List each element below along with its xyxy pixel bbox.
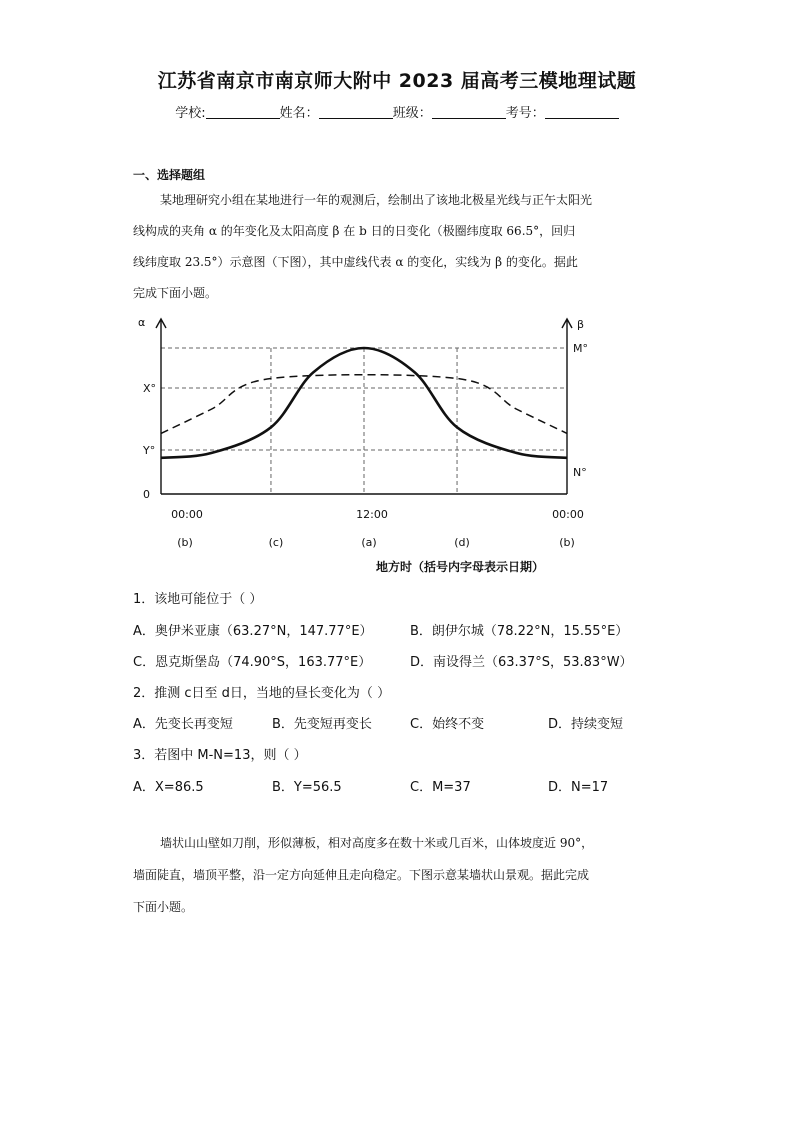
alpha-beta-chart: [130, 312, 600, 562]
q2-option-c[interactable]: C．始终不变: [410, 717, 485, 732]
name-blank: [319, 105, 393, 119]
chart-grid: [161, 348, 567, 494]
date-label-0: (b): [177, 536, 193, 549]
school-blank: [206, 105, 280, 119]
section-heading: 一、选择题组: [133, 168, 206, 182]
x-tick-label-0: 00:00: [171, 508, 203, 521]
passage2-line-2: 墙面陡直，墙顶平整，沿一定方向延伸且走向稳定。下图示意某墙状山景观。据此完成: [133, 868, 590, 882]
left-axis-label: α: [138, 316, 146, 329]
q1-option-c[interactable]: C．恩克斯堡岛（74.90°S，163.77°E）: [133, 655, 372, 670]
class-label: 班级：: [392, 106, 432, 121]
q3-option-d[interactable]: D．N=17: [548, 780, 609, 795]
school-label: 学校:: [175, 106, 206, 121]
tick-label-y: Y°: [143, 444, 156, 457]
q2-option-b[interactable]: B．先变短再变长: [272, 717, 372, 732]
passage1-line-1: 某地理研究小组在某地进行一年的观测后，绘制出了该地北极星光线与正午太阳光: [160, 193, 593, 207]
date-label-4: (b): [559, 536, 575, 549]
tick-label-zero: 0: [143, 488, 150, 501]
q1-option-a[interactable]: A．奥伊米亚康（63.27°N，147.77°E）: [133, 624, 373, 639]
tick-label-m: M°: [573, 342, 588, 355]
q2-option-a[interactable]: A．先变长再变短: [133, 717, 233, 732]
q2-option-d[interactable]: D．持续变短: [548, 717, 624, 732]
tick-label-x: X°: [143, 382, 157, 395]
right-axis-label: β: [577, 318, 585, 331]
q3-option-c[interactable]: C．M=37: [410, 780, 471, 795]
passage2-line-1: 墙状山山壁如刀削，形似薄板，相对高度多在数十米或几百米，山体坡度近 90°，: [160, 836, 594, 850]
q3-option-b[interactable]: B．Y=56.5: [272, 780, 342, 795]
passage1-line-3: 线纬度取 23.5°）示意图（下图），其中虚线代表 α 的变化，实线为 β 的变化。据此: [133, 255, 578, 269]
question-2: 2．推测 c日至 d日，当地的昼长变化为（ ）: [133, 686, 391, 701]
x-tick-label-1: 12:00: [356, 508, 388, 521]
passage1-line-4: 完成下面小题。: [133, 286, 218, 300]
question-1: 1．该地可能位于（ ）: [133, 592, 263, 607]
page-title: 江苏省南京市南京师大附中 2023 届高考三模地理试题: [157, 70, 637, 92]
q3-option-a[interactable]: A．X=86.5: [133, 780, 204, 795]
passage2-line-3: 下面小题。: [133, 900, 194, 914]
date-label-3: (d): [454, 536, 470, 549]
tick-label-n: N°: [573, 466, 587, 479]
q1-option-d[interactable]: D．南设得兰（63.37°S，53.83°W）: [410, 655, 633, 670]
x-tick-label-2: 00:00: [552, 508, 584, 521]
q1-option-b[interactable]: B．朗伊尔城（78.22°N，15.55°E）: [410, 624, 629, 639]
question-3: 3．若图中 M-N=13，则（ ）: [133, 748, 307, 763]
chart-caption: 地方时（括号内字母表示日期）: [375, 560, 544, 574]
name-label: 姓名：: [279, 106, 319, 121]
chart-labels: [138, 316, 588, 549]
exam-number-blank: [545, 105, 619, 119]
exam-number-label: 考号：: [505, 106, 545, 121]
date-label-2: (a): [361, 536, 377, 549]
student-info-line: [0, 102, 794, 121]
class-blank: [432, 105, 506, 119]
passage1-line-2: 线构成的夹角 α 的年变化及太阳高度 β 在 b 日的日变化（极圈纬度取 66.5°，回归: [133, 224, 576, 238]
date-label-1: (c): [268, 536, 284, 549]
